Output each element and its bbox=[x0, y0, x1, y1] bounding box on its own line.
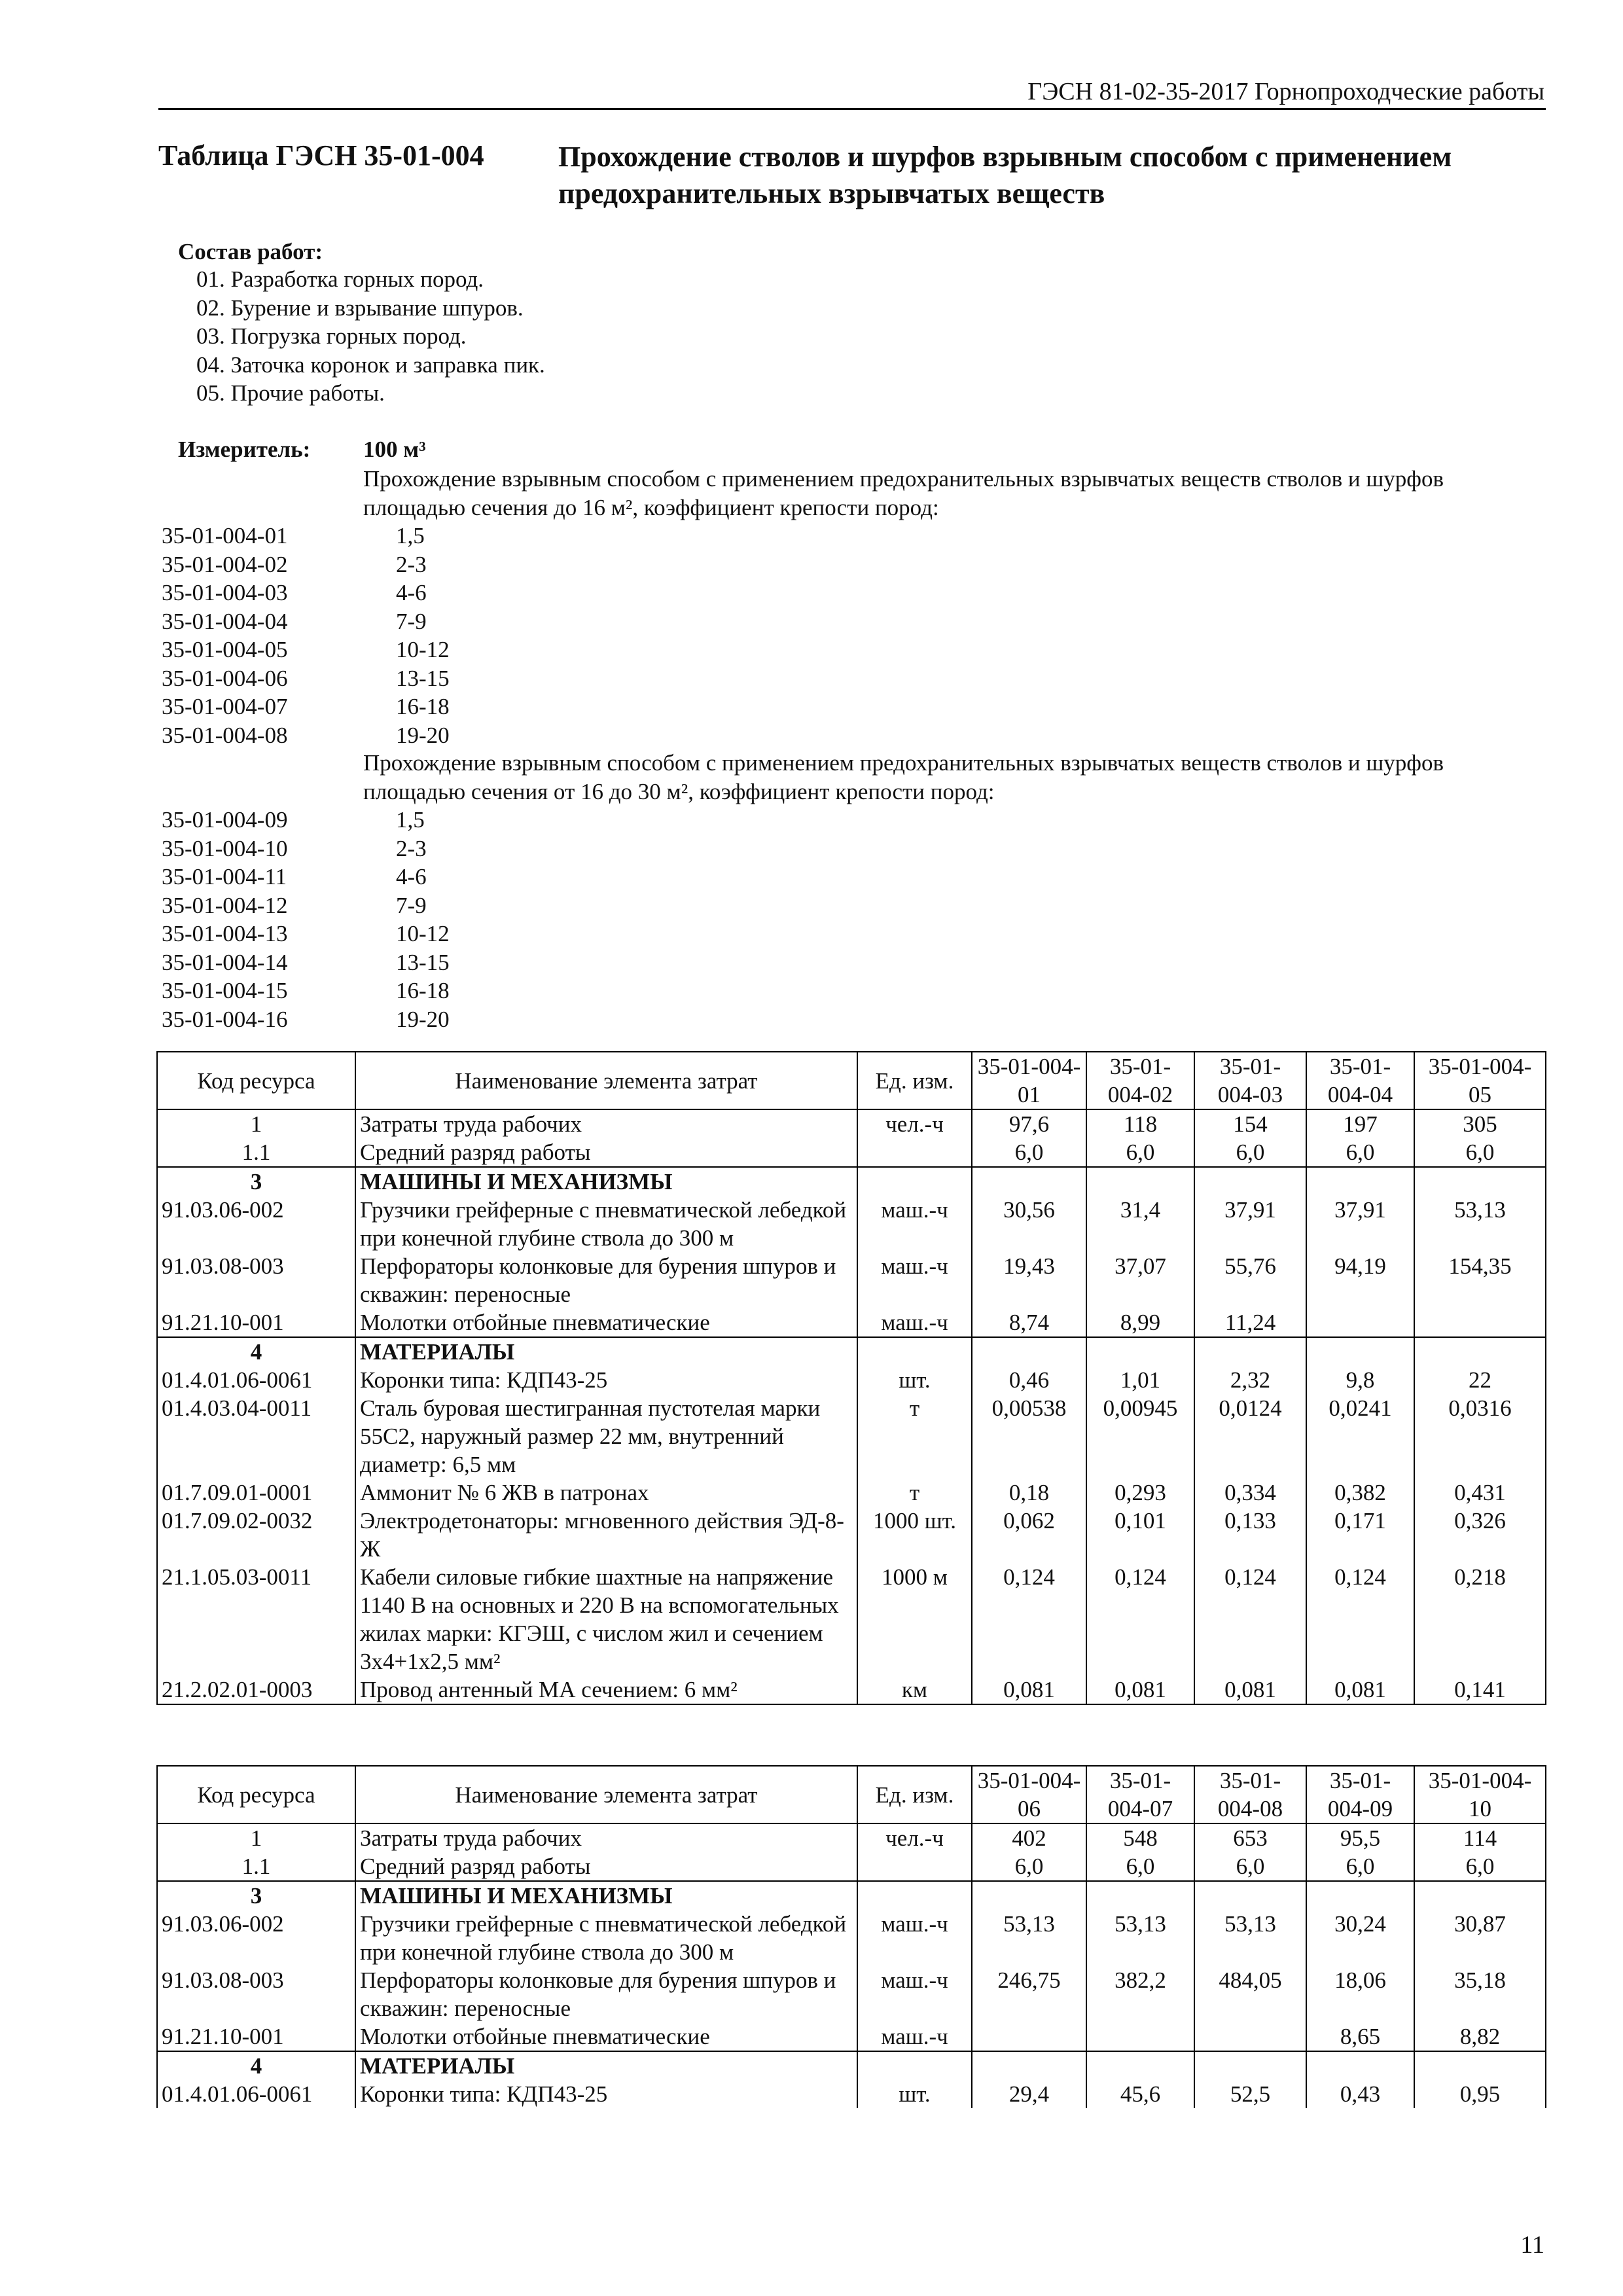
resource-code-cell: 4 bbox=[157, 1337, 355, 1366]
rate-value: 19-20 bbox=[396, 722, 450, 748]
table-row bbox=[157, 2080, 1546, 2108]
unit-cell: км bbox=[857, 1676, 972, 1704]
value-cell: 0,00538 bbox=[972, 1394, 1086, 1479]
value-cell: 0,334 bbox=[1194, 1479, 1306, 1507]
value-cell bbox=[1306, 1167, 1414, 1196]
value-cell: 30,87 bbox=[1414, 1910, 1546, 1966]
table-label: Таблица ГЭСН 35-01-004 bbox=[158, 139, 484, 171]
value-cell bbox=[1086, 2051, 1194, 2080]
rate-value-list bbox=[396, 522, 450, 749]
resource-code-cell: 01.4.01.06-0061 bbox=[157, 1366, 355, 1394]
table-row bbox=[157, 1196, 1546, 1252]
table-row bbox=[157, 1167, 1546, 1196]
value-cell: 0,46 bbox=[972, 1366, 1086, 1394]
rate-code-list bbox=[162, 522, 287, 749]
rate-code: 35-01-004-11 bbox=[162, 864, 287, 889]
value-cell: 0,0124 bbox=[1194, 1394, 1306, 1479]
value-cell: 0,00945 bbox=[1086, 1394, 1194, 1479]
resource-name-cell: Перфораторы колонковые для бурения шпуров и скважин: переносные bbox=[355, 1252, 857, 1308]
resource-code-cell: 01.4.01.06-0061 bbox=[157, 2080, 355, 2108]
value-cell: 6,0 bbox=[1306, 1852, 1414, 1881]
rate-value: 19-20 bbox=[396, 1006, 450, 1032]
rate-value: 10-12 bbox=[396, 921, 450, 946]
work-item: 04. Заточка коронок и заправка пик. bbox=[196, 351, 545, 378]
table-row bbox=[157, 1852, 1546, 1881]
value-cell: 0,382 bbox=[1306, 1479, 1414, 1507]
value-cell: 18,06 bbox=[1306, 1966, 1414, 2022]
rate-code: 35-01-004-08 bbox=[162, 722, 288, 748]
resource-code-cell: 91.21.10-001 bbox=[157, 1308, 355, 1337]
value-cell: 8,82 bbox=[1414, 2022, 1546, 2051]
value-cell bbox=[1194, 2022, 1306, 2051]
resource-code-cell: 91.03.06-002 bbox=[157, 1196, 355, 1252]
resource-code-cell: 3 bbox=[157, 1881, 355, 1910]
value-cell bbox=[972, 2022, 1086, 2051]
value-cell: 37,91 bbox=[1306, 1196, 1414, 1252]
value-cell: 0,431 bbox=[1414, 1479, 1546, 1507]
value-cell bbox=[972, 1167, 1086, 1196]
unit-cell: маш.-ч bbox=[857, 1308, 972, 1337]
rate-value: 4-6 bbox=[396, 864, 427, 889]
value-cell: 30,56 bbox=[972, 1196, 1086, 1252]
resource-name-cell: Затраты труда рабочих bbox=[355, 1823, 857, 1852]
resource-code-cell: 91.21.10-001 bbox=[157, 2022, 355, 2051]
value-cell: 0,218 bbox=[1414, 1563, 1546, 1676]
resource-name-cell: Молотки отбойные пневматические bbox=[355, 2022, 857, 2051]
value-cell bbox=[1086, 1167, 1194, 1196]
rate-code: 35-01-004-05 bbox=[162, 637, 288, 662]
value-cell: 0,43 bbox=[1306, 2080, 1414, 2108]
resource-table bbox=[156, 1051, 1546, 1705]
rate-code: 35-01-004-15 bbox=[162, 978, 288, 1003]
col-header-unit: Ед. изм. bbox=[857, 1766, 972, 1823]
value-cell: 2,32 bbox=[1194, 1366, 1306, 1394]
value-cell: 1,01 bbox=[1086, 1366, 1194, 1394]
col-header-rate: 35-01-004-10 bbox=[1414, 1766, 1546, 1823]
unit-cell: маш.-ч bbox=[857, 2022, 972, 2051]
value-cell: 52,5 bbox=[1194, 2080, 1306, 2108]
value-cell: 29,4 bbox=[972, 2080, 1086, 2108]
page-number: 11 bbox=[1520, 2231, 1544, 2259]
resource-code-cell: 1 bbox=[157, 1109, 355, 1138]
col-header-name: Наименование элемента затрат bbox=[355, 1766, 857, 1823]
col-header-name: Наименование элемента затрат bbox=[355, 1052, 857, 1109]
col-header-rate: 35-01-004-06 bbox=[972, 1766, 1086, 1823]
header-rule bbox=[158, 108, 1546, 110]
resource-table bbox=[156, 1765, 1546, 2108]
value-cell: 402 bbox=[972, 1823, 1086, 1852]
value-cell bbox=[1414, 1337, 1546, 1366]
table-row bbox=[157, 1394, 1546, 1479]
unit-value: 100 м³ bbox=[363, 437, 426, 462]
value-cell: 0,062 bbox=[972, 1507, 1086, 1563]
value-cell: 6,0 bbox=[1086, 1852, 1194, 1881]
value-cell: 0,133 bbox=[1194, 1507, 1306, 1563]
resource-code-cell: 21.1.05.03-0011 bbox=[157, 1563, 355, 1676]
rate-code: 35-01-004-12 bbox=[162, 892, 288, 918]
value-cell: 8,99 bbox=[1086, 1308, 1194, 1337]
table-row bbox=[157, 1366, 1546, 1394]
resource-code-cell: 1 bbox=[157, 1823, 355, 1852]
resource-code-cell: 21.2.02.01-0003 bbox=[157, 1676, 355, 1704]
unit-cell: маш.-ч bbox=[857, 1252, 972, 1308]
rate-value: 2-3 bbox=[396, 835, 427, 861]
table-header-row bbox=[157, 1766, 1546, 1823]
work-item: 03. Погрузка горных пород. bbox=[196, 323, 467, 349]
rate-code: 35-01-004-09 bbox=[162, 807, 288, 833]
rate-value: 7-9 bbox=[396, 608, 427, 634]
table-row bbox=[157, 2022, 1546, 2051]
value-cell: 9,8 bbox=[1306, 1366, 1414, 1394]
rate-value: 10-12 bbox=[396, 637, 450, 662]
resource-code-cell: 1.1 bbox=[157, 1138, 355, 1167]
unit-cell: 1000 м bbox=[857, 1563, 972, 1676]
resource-code-cell: 4 bbox=[157, 2051, 355, 2080]
unit-cell bbox=[857, 2051, 972, 2080]
table-row bbox=[157, 1823, 1546, 1852]
value-cell: 114 bbox=[1414, 1823, 1546, 1852]
resource-name-cell: Средний разряд работы bbox=[355, 1138, 857, 1167]
table-row bbox=[157, 1252, 1546, 1308]
unit-cell: шт. bbox=[857, 2080, 972, 2108]
value-cell: 197 bbox=[1306, 1109, 1414, 1138]
col-header-code: Код ресурса bbox=[157, 1052, 355, 1109]
table-row bbox=[157, 1138, 1546, 1167]
work-item: 01. Разработка горных пород. bbox=[196, 266, 484, 292]
resource-code-cell: 91.03.06-002 bbox=[157, 1910, 355, 1966]
rate-code: 35-01-004-03 bbox=[162, 580, 288, 605]
resource-code-cell: 01.4.03.04-0011 bbox=[157, 1394, 355, 1479]
value-cell: 484,05 bbox=[1194, 1966, 1306, 2022]
value-cell: 22 bbox=[1414, 1366, 1546, 1394]
value-cell: 11,24 bbox=[1194, 1308, 1306, 1337]
value-cell: 305 bbox=[1414, 1109, 1546, 1138]
col-header-rate: 35-01-004-07 bbox=[1086, 1766, 1194, 1823]
value-cell: 0,101 bbox=[1086, 1507, 1194, 1563]
value-cell: 0,081 bbox=[1306, 1676, 1414, 1704]
unit-cell bbox=[857, 1852, 972, 1881]
unit-label: Измеритель: bbox=[178, 437, 311, 462]
value-cell: 94,19 bbox=[1306, 1252, 1414, 1308]
resource-code-cell: 91.03.08-003 bbox=[157, 1966, 355, 2022]
resource-name-cell: Кабели силовые гибкие шахтные на напряжение 1140 В на основных и 220 В на вспомогательных жилах марки: КГЭШ, с числом жил и сечением 3x4+1x2,5 мм² bbox=[355, 1563, 857, 1676]
value-cell: 154 bbox=[1194, 1109, 1306, 1138]
value-cell bbox=[1086, 1881, 1194, 1910]
resource-name-cell: Коронки типа: КДП43-25 bbox=[355, 2080, 857, 2108]
resource-code-cell: 3 bbox=[157, 1167, 355, 1196]
value-cell: 0,95 bbox=[1414, 2080, 1546, 2108]
value-cell: 382,2 bbox=[1086, 1966, 1194, 2022]
value-cell: 6,0 bbox=[1194, 1138, 1306, 1167]
value-cell bbox=[1194, 2051, 1306, 2080]
resource-code-cell: 1.1 bbox=[157, 1852, 355, 1881]
value-cell: 31,4 bbox=[1086, 1196, 1194, 1252]
unit-cell bbox=[857, 1881, 972, 1910]
table-row bbox=[157, 1881, 1546, 1910]
rate-code: 35-01-004-02 bbox=[162, 551, 288, 577]
value-cell: 0,124 bbox=[1306, 1563, 1414, 1676]
value-cell: 246,75 bbox=[972, 1966, 1086, 2022]
value-cell: 0,171 bbox=[1306, 1507, 1414, 1563]
value-cell: 19,43 bbox=[972, 1252, 1086, 1308]
rate-value: 1,5 bbox=[396, 523, 425, 548]
value-cell bbox=[1306, 1881, 1414, 1910]
composition-heading: Состав работ: bbox=[178, 239, 323, 264]
rate-code: 35-01-004-10 bbox=[162, 835, 288, 861]
col-header-rate: 35-01-004-03 bbox=[1194, 1052, 1306, 1109]
resource-code-cell: 01.7.09.01-0001 bbox=[157, 1479, 355, 1507]
work-item: 02. Бурение и взрывание шпуров. bbox=[196, 295, 524, 321]
value-cell: 53,13 bbox=[972, 1910, 1086, 1966]
value-cell bbox=[1194, 1167, 1306, 1196]
table-row bbox=[157, 1507, 1546, 1563]
table-row bbox=[157, 1479, 1546, 1507]
unit-cell bbox=[857, 1138, 972, 1167]
resource-name-cell: МАТЕРИАЛЫ bbox=[355, 1337, 857, 1366]
value-cell: 6,0 bbox=[972, 1138, 1086, 1167]
value-cell: 548 bbox=[1086, 1823, 1194, 1852]
value-cell: 0,0241 bbox=[1306, 1394, 1414, 1479]
col-header-rate: 35-01-004-01 bbox=[972, 1052, 1086, 1109]
value-cell: 0,0316 bbox=[1414, 1394, 1546, 1479]
resource-name-cell: Перфораторы колонковые для бурения шпуров и скважин: переносные bbox=[355, 1966, 857, 2022]
rate-code: 35-01-004-16 bbox=[162, 1006, 288, 1032]
value-cell: 37,91 bbox=[1194, 1196, 1306, 1252]
unit-cell: шт. bbox=[857, 1366, 972, 1394]
col-header-rate: 35-01-004-02 bbox=[1086, 1052, 1194, 1109]
unit-cell: маш.-ч bbox=[857, 1196, 972, 1252]
rate-value-list bbox=[396, 806, 450, 1033]
rate-code: 35-01-004-07 bbox=[162, 694, 288, 719]
value-cell: 6,0 bbox=[972, 1852, 1086, 1881]
rate-value: 16-18 bbox=[396, 978, 450, 1003]
value-cell: 53,13 bbox=[1194, 1910, 1306, 1966]
value-cell: 653 bbox=[1194, 1823, 1306, 1852]
value-cell: 0,124 bbox=[1086, 1563, 1194, 1676]
value-cell: 8,65 bbox=[1306, 2022, 1414, 2051]
value-cell: 0,081 bbox=[972, 1676, 1086, 1704]
rate-code: 35-01-004-04 bbox=[162, 608, 288, 634]
col-header-rate: 35-01-004-04 bbox=[1306, 1052, 1414, 1109]
work-list bbox=[196, 265, 545, 408]
value-cell: 53,13 bbox=[1086, 1910, 1194, 1966]
rate-code: 35-01-004-13 bbox=[162, 921, 288, 946]
value-cell: 6,0 bbox=[1194, 1852, 1306, 1881]
unit-cell: маш.-ч bbox=[857, 1966, 972, 2022]
rate-value: 1,5 bbox=[396, 807, 425, 833]
running-header: ГЭСН 81-02-35-2017 Горнопроходческие работы bbox=[1027, 78, 1544, 105]
value-cell: 6,0 bbox=[1414, 1138, 1546, 1167]
value-cell: 37,07 bbox=[1086, 1252, 1194, 1308]
value-cell: 0,124 bbox=[972, 1563, 1086, 1676]
resource-name-cell: Аммонит № 6 ЖВ в патронах bbox=[355, 1479, 857, 1507]
table-header-row bbox=[157, 1052, 1546, 1109]
rate-code: 35-01-004-01 bbox=[162, 523, 288, 548]
table-row bbox=[157, 1966, 1546, 2022]
value-cell bbox=[1194, 1881, 1306, 1910]
value-cell bbox=[1414, 2051, 1546, 2080]
resource-name-cell: МАШИНЫ И МЕХАНИЗМЫ bbox=[355, 1881, 857, 1910]
table-row bbox=[157, 1563, 1546, 1676]
value-cell: 0,081 bbox=[1086, 1676, 1194, 1704]
value-cell bbox=[1086, 1337, 1194, 1366]
table-row bbox=[157, 1910, 1546, 1966]
col-header-rate: 35-01-004-08 bbox=[1194, 1766, 1306, 1823]
resource-name-cell: Грузчики грейферные с пневматической лебедкой при конечной глубине ствола до 300 м bbox=[355, 1196, 857, 1252]
unit-cell: т bbox=[857, 1394, 972, 1479]
value-cell: 6,0 bbox=[1414, 1852, 1546, 1881]
rate-code: 35-01-004-14 bbox=[162, 949, 288, 975]
unit-cell: чел.-ч bbox=[857, 1823, 972, 1852]
value-cell bbox=[972, 2051, 1086, 2080]
rate-code-list bbox=[162, 806, 287, 1033]
unit-cell bbox=[857, 1167, 972, 1196]
value-cell bbox=[1306, 2051, 1414, 2080]
value-cell bbox=[972, 1337, 1086, 1366]
value-cell bbox=[1414, 1881, 1546, 1910]
resource-name-cell: Коронки типа: КДП43-25 bbox=[355, 1366, 857, 1394]
table-row bbox=[157, 1308, 1546, 1337]
value-cell bbox=[1414, 1308, 1546, 1337]
value-cell: 0,141 bbox=[1414, 1676, 1546, 1704]
unit-cell: чел.-ч bbox=[857, 1109, 972, 1138]
value-cell bbox=[1306, 1308, 1414, 1337]
group-description: Прохождение взрывным способом с применением предохранительных взрывчатых веществ стволов и шурфов площадью сечения до 16 м², коэффициент крепости пород: bbox=[363, 466, 1444, 520]
table-title: Прохождение стволов и шурфов взрывным способом с применением предохранительных взрывчатых веществ bbox=[558, 141, 1452, 209]
value-cell: 118 bbox=[1086, 1109, 1194, 1138]
value-cell: 45,6 bbox=[1086, 2080, 1194, 2108]
group-description: Прохождение взрывным способом с применением предохранительных взрывчатых веществ стволов и шурфов площадью сечения от 16 до 30 м², коэффициент крепости пород: bbox=[363, 750, 1444, 804]
resource-name-cell: Провод антенный МА сечением: 6 мм² bbox=[355, 1676, 857, 1704]
rate-code: 35-01-004-06 bbox=[162, 665, 288, 691]
table-row bbox=[157, 1337, 1546, 1366]
resource-code-cell: 01.7.09.02-0032 bbox=[157, 1507, 355, 1563]
col-header-rate: 35-01-004-09 bbox=[1306, 1766, 1414, 1823]
resource-name-cell: Молотки отбойные пневматические bbox=[355, 1308, 857, 1337]
unit-cell: маш.-ч bbox=[857, 1910, 972, 1966]
value-cell bbox=[972, 1881, 1086, 1910]
col-header-unit: Ед. изм. bbox=[857, 1052, 972, 1109]
value-cell bbox=[1306, 1337, 1414, 1366]
rate-value: 13-15 bbox=[396, 665, 450, 691]
resource-name-cell: Средний разряд работы bbox=[355, 1852, 857, 1881]
rate-value: 2-3 bbox=[396, 551, 427, 577]
resource-name-cell: Электродетонаторы: мгновенного действия ЭД-8-Ж bbox=[355, 1507, 857, 1563]
rate-value: 13-15 bbox=[396, 949, 450, 975]
value-cell: 154,35 bbox=[1414, 1252, 1546, 1308]
resource-name-cell: Грузчики грейферные с пневматической лебедкой при конечной глубине ствола до 300 м bbox=[355, 1910, 857, 1966]
col-header-code: Код ресурса bbox=[157, 1766, 355, 1823]
value-cell: 0,18 bbox=[972, 1479, 1086, 1507]
rate-value: 7-9 bbox=[396, 892, 427, 918]
value-cell: 35,18 bbox=[1414, 1966, 1546, 2022]
value-cell: 6,0 bbox=[1306, 1138, 1414, 1167]
table-row bbox=[157, 2051, 1546, 2080]
resource-name-cell: МАШИНЫ И МЕХАНИЗМЫ bbox=[355, 1167, 857, 1196]
unit-cell: т bbox=[857, 1479, 972, 1507]
value-cell: 0,293 bbox=[1086, 1479, 1194, 1507]
value-cell: 97,6 bbox=[972, 1109, 1086, 1138]
value-cell: 95,5 bbox=[1306, 1823, 1414, 1852]
resource-name-cell: МАТЕРИАЛЫ bbox=[355, 2051, 857, 2080]
resource-name-cell: Сталь буровая шестигранная пустотелая марки 55С2, наружный размер 22 мм, внутренний диаметр: 6,5 мм bbox=[355, 1394, 857, 1479]
unit-cell bbox=[857, 1337, 972, 1366]
value-cell: 6,0 bbox=[1086, 1138, 1194, 1167]
rate-value: 16-18 bbox=[396, 694, 450, 719]
rate-value: 4-6 bbox=[396, 580, 427, 605]
unit-cell: 1000 шт. bbox=[857, 1507, 972, 1563]
value-cell: 8,74 bbox=[972, 1308, 1086, 1337]
work-item: 05. Прочие работы. bbox=[196, 380, 385, 406]
value-cell: 0,124 bbox=[1194, 1563, 1306, 1676]
value-cell: 30,24 bbox=[1306, 1910, 1414, 1966]
value-cell bbox=[1414, 1167, 1546, 1196]
value-cell: 0,326 bbox=[1414, 1507, 1546, 1563]
col-header-rate: 35-01-004-05 bbox=[1414, 1052, 1546, 1109]
table-row bbox=[157, 1676, 1546, 1704]
value-cell bbox=[1194, 1337, 1306, 1366]
resource-code-cell: 91.03.08-003 bbox=[157, 1252, 355, 1308]
value-cell: 55,76 bbox=[1194, 1252, 1306, 1308]
value-cell: 53,13 bbox=[1414, 1196, 1546, 1252]
resource-name-cell: Затраты труда рабочих bbox=[355, 1109, 857, 1138]
table-row bbox=[157, 1109, 1546, 1138]
value-cell bbox=[1086, 2022, 1194, 2051]
value-cell: 0,081 bbox=[1194, 1676, 1306, 1704]
